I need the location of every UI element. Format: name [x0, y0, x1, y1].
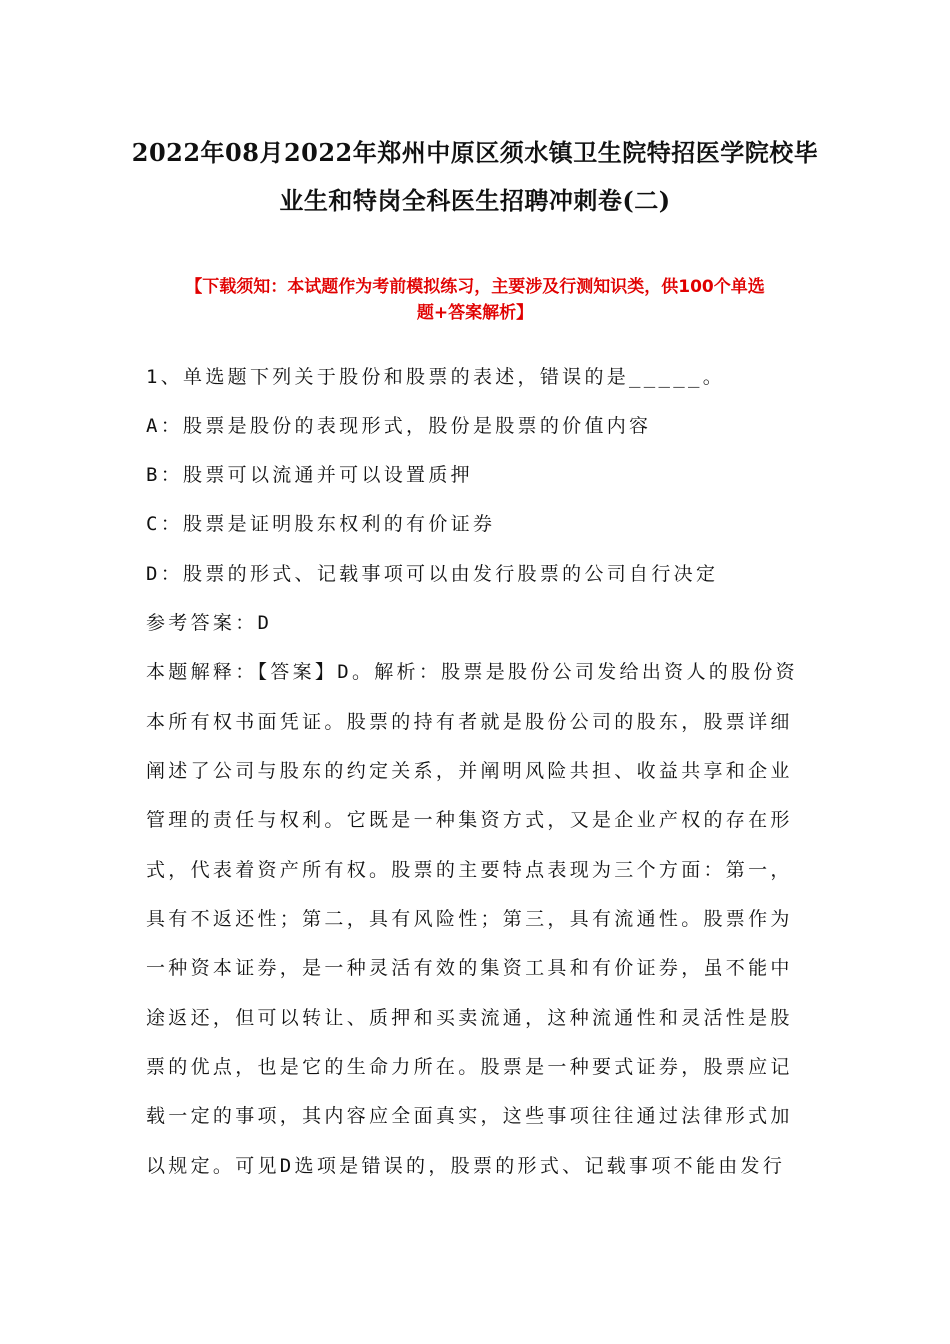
explanation-line: 具有不返还性；第二，具有风险性；第三，具有流通性。股票作为 — [146, 908, 793, 930]
option-a: A：股票是股份的表现形式，股份是股票的价值内容 — [146, 415, 652, 437]
explanation-line: 阐述了公司与股东的约定关系，并阐明风险共担、收益共享和企业 — [146, 760, 793, 782]
explanation-line: 载一定的事项，其内容应全面真实，这些事项往往通过法律形式加 — [146, 1105, 793, 1127]
document-title-line-2: 业生和特岗全科医生招聘冲刺卷(二) — [279, 186, 671, 215]
explanation-line: 途返还，但可以转让、质押和买卖流通，这种流通性和灵活性是股 — [146, 1007, 793, 1029]
reference-answer: 参考答案：D — [146, 612, 273, 634]
explanation-line: 式，代表着资产所有权。股票的主要特点表现为三个方面：第一， — [146, 859, 793, 881]
explanation-line: 管理的责任与权利。它既是一种集资方式，又是企业产权的存在形 — [146, 809, 793, 831]
explanation-line: 以规定。可见D选项是错误的，股票的形式、记载事项不能由发行 — [146, 1155, 786, 1177]
download-notice-line-1: 【下载须知：本试题作为考前模拟练习，主要涉及行测知识类，供100个单选 — [185, 277, 765, 297]
explanation-line: 本所有权书面凭证。股票的持有者就是股份公司的股东，股票详细 — [146, 711, 793, 733]
document-title-line-1: 2022年08月2022年郑州中原区须水镇卫生院特招医学院校毕 — [131, 138, 819, 167]
download-notice-line-2: 题+答案解析】 — [416, 303, 534, 323]
explanation-line: 一种资本证券，是一种灵活有效的集资工具和有价证券，虽不能中 — [146, 957, 793, 979]
option-c: C：股票是证明股东权利的有价证券 — [146, 513, 496, 535]
option-b: B：股票可以流通并可以设置质押 — [146, 464, 473, 486]
option-d: D：股票的形式、记载事项可以由发行股票的公司自行决定 — [146, 563, 719, 585]
question-stem: 1、单选题下列关于股份和股票的表述，错误的是_____。 — [146, 366, 726, 388]
explanation-line: 本题解释：【答案】D。解析：股票是股份公司发给出资人的股份资 — [146, 661, 798, 683]
explanation-line: 票的优点，也是它的生命力所在。股票是一种要式证券，股票应记 — [146, 1056, 793, 1078]
